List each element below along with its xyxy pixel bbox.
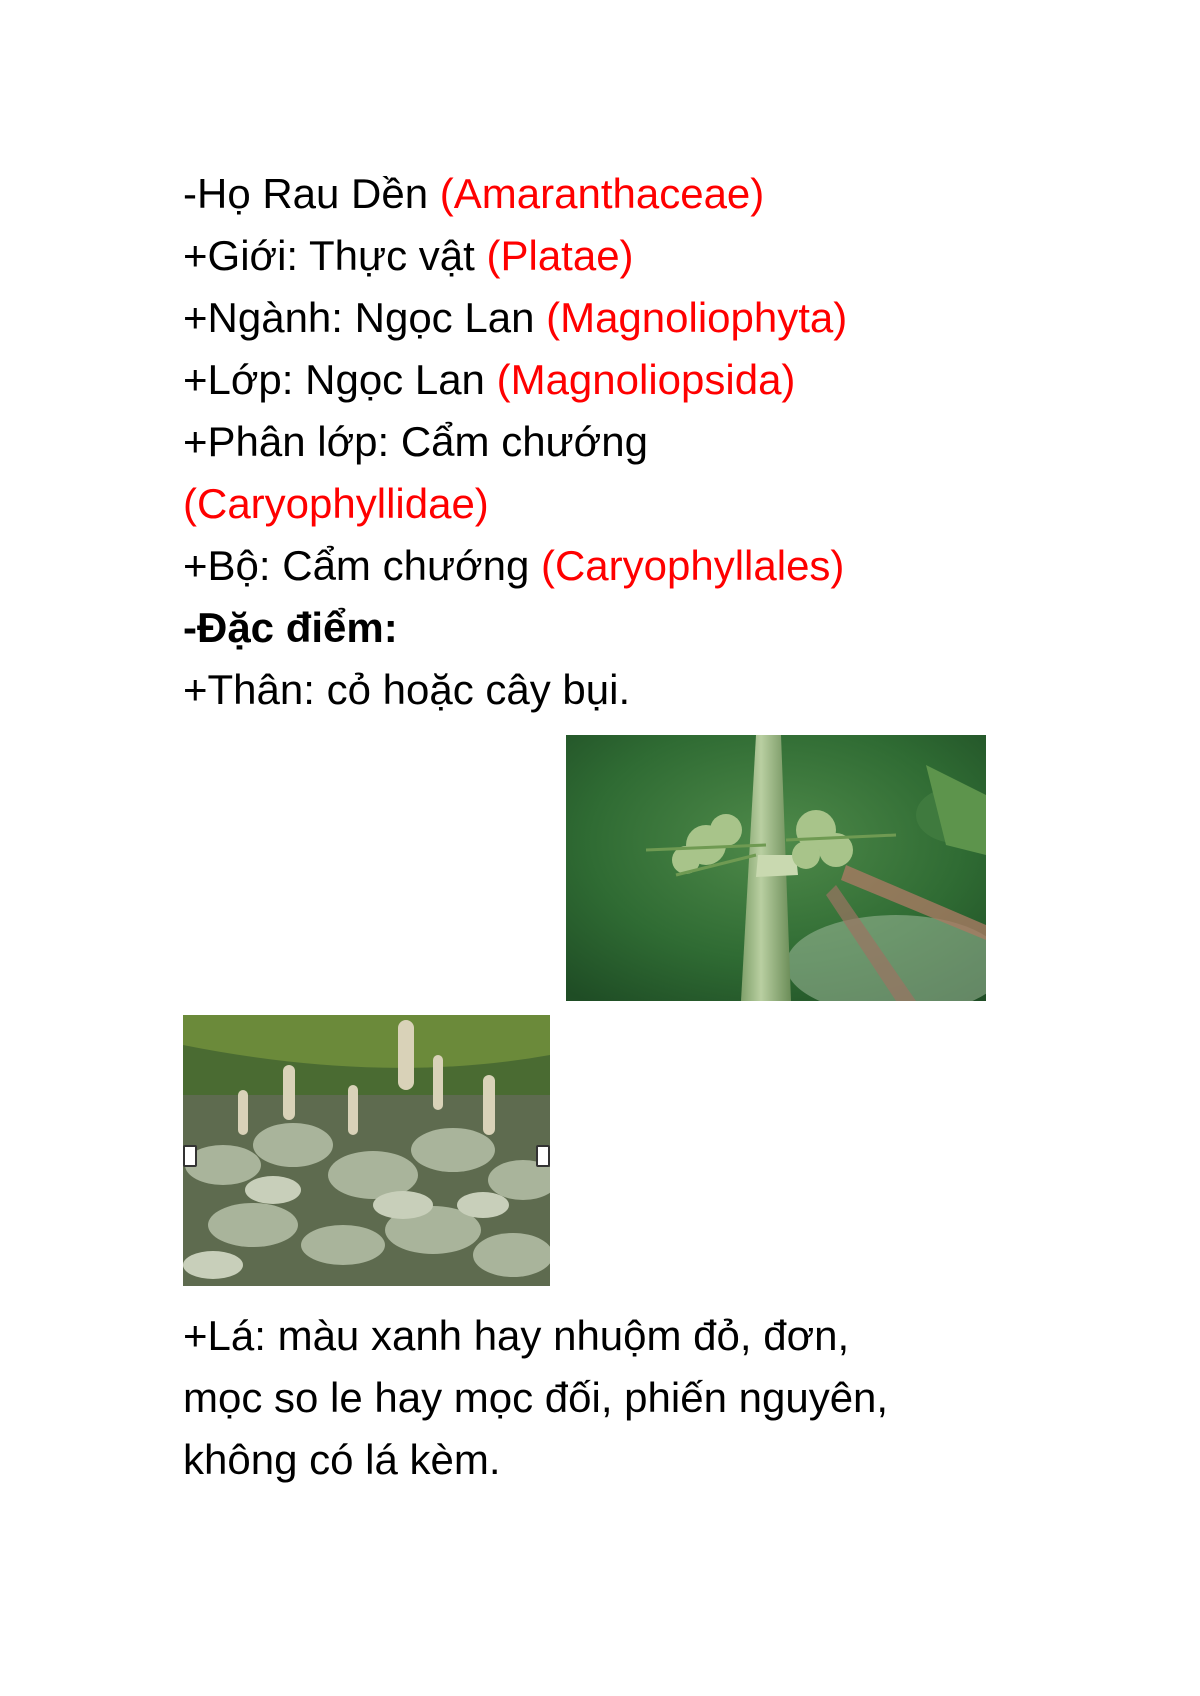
family-label: -Họ Rau Dền bbox=[183, 170, 440, 217]
kingdom-label: +Giới: Thực vật bbox=[183, 232, 487, 279]
family-line bbox=[183, 163, 1083, 225]
order-line bbox=[183, 535, 1083, 597]
shrub-field-photo bbox=[183, 1015, 550, 1286]
family-latin: (Amaranthaceae) bbox=[439, 170, 765, 217]
subclass-latin-line bbox=[183, 473, 1083, 535]
leaf-line-1: +Lá: màu xanh hay nhuộm đỏ, đơn, bbox=[183, 1312, 850, 1359]
subclass-line bbox=[183, 411, 1083, 473]
classification-section bbox=[183, 163, 1083, 721]
resize-handle-left[interactable] bbox=[183, 1145, 197, 1167]
division-label: +Ngành: Ngọc Lan bbox=[183, 294, 547, 341]
division-line bbox=[183, 287, 1083, 349]
leaf-description bbox=[183, 1305, 1083, 1491]
features-heading: -Đặc điểm: bbox=[183, 604, 398, 651]
stem-flower-photo bbox=[566, 735, 986, 1001]
leaf-line-3: không có lá kèm. bbox=[183, 1436, 501, 1483]
order-latin: (Caryophyllales) bbox=[540, 542, 845, 589]
class-latin: (Magnoliopsida) bbox=[496, 356, 796, 403]
kingdom-latin: (Platae) bbox=[486, 232, 634, 279]
subclass-label: +Phân lớp: Cẩm chướng bbox=[183, 418, 648, 465]
class-label: +Lớp: Ngọc Lan bbox=[183, 356, 497, 403]
stem-description: +Thân: cỏ hoặc cây bụi. bbox=[183, 666, 631, 713]
subclass-latin: (Caryophyllidae) bbox=[183, 480, 489, 527]
order-label: +Bộ: Cẩm chướng bbox=[183, 542, 541, 589]
division-latin: (Magnoliophyta) bbox=[546, 294, 848, 341]
resize-handle-right[interactable] bbox=[536, 1145, 550, 1167]
leaf-line-2: mọc so le hay mọc đối, phiến nguyên, bbox=[183, 1374, 889, 1421]
class-line bbox=[183, 349, 1083, 411]
kingdom-line bbox=[183, 225, 1083, 287]
